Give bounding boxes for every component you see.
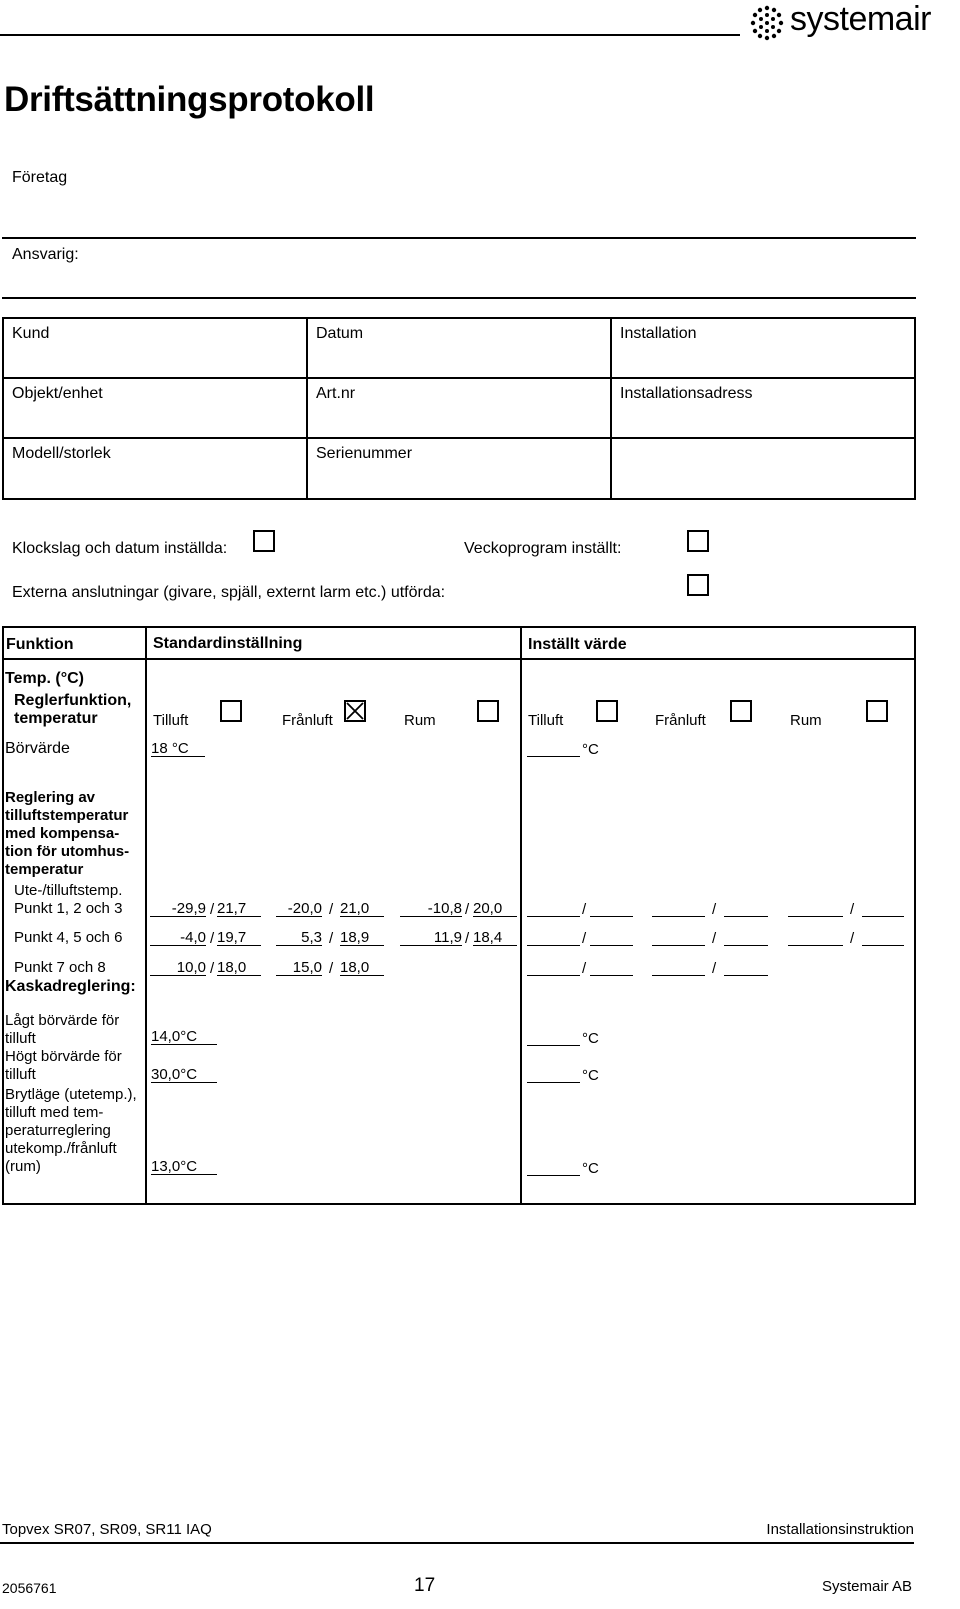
footer-company: Systemair AB [821, 1578, 912, 1595]
switch-point-default: 13,0°C [151, 1158, 217, 1175]
default-extract-label: Frånluft [282, 712, 333, 729]
point-label: Punkt 1, 2 och 3 [14, 900, 123, 917]
reg-function-label-2: temperatur [14, 710, 98, 727]
setpoint-field[interactable] [527, 740, 580, 757]
low-setpoint-field[interactable] [527, 1029, 580, 1046]
slash: / [712, 960, 717, 977]
set-supply-checkbox[interactable] [596, 700, 618, 722]
high-setpoint-label: Högt börvärde för tilluft [5, 1048, 122, 1083]
default-room-checkbox[interactable] [477, 700, 499, 722]
table-divider [145, 626, 147, 1205]
setpoint-unit: °C [582, 741, 599, 758]
table-divider [520, 626, 522, 1205]
high-setpoint-default: 30,0°C [151, 1066, 217, 1083]
slash: / [329, 960, 334, 977]
clock-label: Klockslag och datum inställda: [12, 540, 228, 557]
temp-title: Temp. (°C) [5, 670, 84, 687]
info-customer: Kund [12, 325, 50, 342]
point-outdoor-value: 11,9 [400, 929, 462, 946]
set-outdoor-field[interactable] [527, 929, 580, 946]
weekly-checkbox[interactable] [687, 530, 709, 552]
default-room-label: Rum [404, 712, 436, 729]
set-outdoor-field[interactable] [652, 959, 705, 976]
external-checkbox[interactable] [687, 574, 709, 596]
set-outdoor-field[interactable] [652, 900, 705, 917]
page-title: Driftsättningsprotokoll [4, 80, 375, 119]
slash: / [712, 930, 717, 947]
set-supply-field[interactable] [590, 929, 633, 946]
slash: / [582, 930, 587, 947]
point-label: Punkt 4, 5 och 6 [14, 929, 123, 946]
systemair-dots-icon [748, 4, 786, 42]
grid-divider [610, 317, 612, 500]
header-set-value: Inställt värde [528, 636, 627, 653]
info-date: Datum [316, 325, 364, 342]
company-label: Företag [12, 169, 68, 186]
default-extract-checkbox[interactable] [344, 700, 366, 722]
point-supply-value: 18,9 [340, 929, 384, 946]
info-installation: Installation [620, 325, 697, 342]
responsible-label: Ansvarig: [12, 246, 79, 263]
set-room-label: Rum [790, 712, 822, 729]
point-supply-value: 21,7 [217, 900, 261, 917]
setpoint-label: Börvärde [5, 740, 70, 757]
slash: / [465, 930, 470, 947]
setpoint-default: 18 °C [151, 740, 205, 757]
switch-point-label: Brytläge (utetemp.), tilluft med tem- peraturreglering utekomp./frånluft (rum) [5, 1086, 137, 1175]
header-default: Standardinställning [153, 635, 303, 652]
info-address: Installationsadress [620, 385, 753, 402]
table-divider [2, 658, 916, 660]
point-outdoor-value: -10,8 [400, 900, 462, 917]
info-art-nr: Art.nr [316, 385, 356, 402]
header-function: Funktion [6, 636, 74, 653]
point-supply-value: 18,4 [473, 929, 517, 946]
set-extract-label: Frånluft [655, 712, 706, 729]
point-outdoor-value: -29,9 [150, 900, 206, 917]
grid-divider [306, 317, 308, 500]
grid-divider [2, 437, 916, 439]
slash: / [465, 901, 470, 918]
point-outdoor-value: -20,0 [276, 900, 322, 917]
info-serial: Serienummer [316, 445, 413, 462]
default-supply-label: Tilluft [153, 712, 189, 729]
slash: / [210, 960, 215, 977]
point-supply-value: 18,0 [217, 959, 261, 976]
reg-function-label: Reglerfunktion, [14, 692, 132, 709]
set-supply-field[interactable] [724, 959, 768, 976]
point-label: Punkt 7 och 8 [14, 959, 106, 976]
footer-doc-type: Installationsinstruktion [766, 1521, 914, 1538]
switch-point-unit: °C [582, 1160, 599, 1177]
set-outdoor-field[interactable] [788, 929, 843, 946]
slash: / [850, 901, 855, 918]
slash: / [329, 930, 334, 947]
footer-rule [0, 1542, 914, 1544]
set-outdoor-field[interactable] [652, 929, 705, 946]
set-outdoor-field[interactable] [527, 959, 580, 976]
set-supply-field[interactable] [590, 900, 633, 917]
set-supply-field[interactable] [862, 929, 904, 946]
header-rule [0, 34, 740, 36]
point-supply-value: 18,0 [340, 959, 384, 976]
set-outdoor-field[interactable] [527, 900, 580, 917]
weekly-label: Veckoprogram inställt: [464, 540, 622, 557]
point-outdoor-value: 10,0 [150, 959, 206, 976]
set-extract-checkbox[interactable] [730, 700, 752, 722]
high-setpoint-unit: °C [582, 1067, 599, 1084]
point-outdoor-value: -4,0 [150, 929, 206, 946]
grid-divider [2, 377, 916, 379]
slash: / [210, 930, 215, 947]
low-setpoint-default: 14,0°C [151, 1028, 217, 1045]
set-supply-label: Tilluft [528, 712, 564, 729]
slash: / [712, 901, 717, 918]
set-supply-field[interactable] [862, 900, 904, 917]
set-room-checkbox[interactable] [866, 700, 888, 722]
ute-label: Ute-/tilluftstemp. [14, 882, 123, 899]
point-supply-value: 19,7 [217, 929, 261, 946]
info-object: Objekt/enhet [12, 385, 103, 402]
info-grid [2, 317, 916, 500]
responsible-rule [2, 297, 916, 299]
footer-product: Topvex SR07, SR09, SR11 IAQ [2, 1521, 212, 1538]
set-supply-field[interactable] [724, 929, 768, 946]
low-setpoint-label: Lågt börvärde för tilluft [5, 1012, 120, 1047]
footer-page-number: 17 [414, 1575, 436, 1596]
slash: / [329, 901, 334, 918]
slash: / [210, 901, 215, 918]
point-outdoor-value: 5,3 [276, 929, 322, 946]
low-setpoint-unit: °C [582, 1030, 599, 1047]
point-outdoor-value: 15,0 [276, 959, 322, 976]
switch-point-field[interactable] [527, 1159, 580, 1176]
slash: / [582, 901, 587, 918]
high-setpoint-field[interactable] [527, 1066, 580, 1083]
set-outdoor-field[interactable] [788, 900, 843, 917]
default-supply-checkbox[interactable] [220, 700, 242, 722]
slash: / [582, 960, 587, 977]
company-rule [2, 237, 916, 239]
footer-doc-number: 2056761 [2, 1580, 57, 1596]
set-supply-field[interactable] [724, 900, 768, 917]
point-supply-value: 20,0 [473, 900, 517, 917]
checked-x-icon [346, 702, 364, 720]
external-label: Externa anslutningar (givare, spjäll, externt larm etc.) utförda: [12, 584, 446, 601]
info-model: Modell/storlek [12, 445, 111, 462]
set-supply-field[interactable] [590, 959, 633, 976]
point-supply-value: 21,0 [340, 900, 384, 917]
brand-name: systemair [790, 0, 931, 38]
clock-checkbox[interactable] [253, 530, 275, 552]
compensation-title: Reglering av tilluftstemperatur med kompensa- tion för utomhus- temperatur [5, 789, 130, 878]
slash: / [850, 930, 855, 947]
cascade-title: Kaskadreglering: [5, 978, 136, 995]
